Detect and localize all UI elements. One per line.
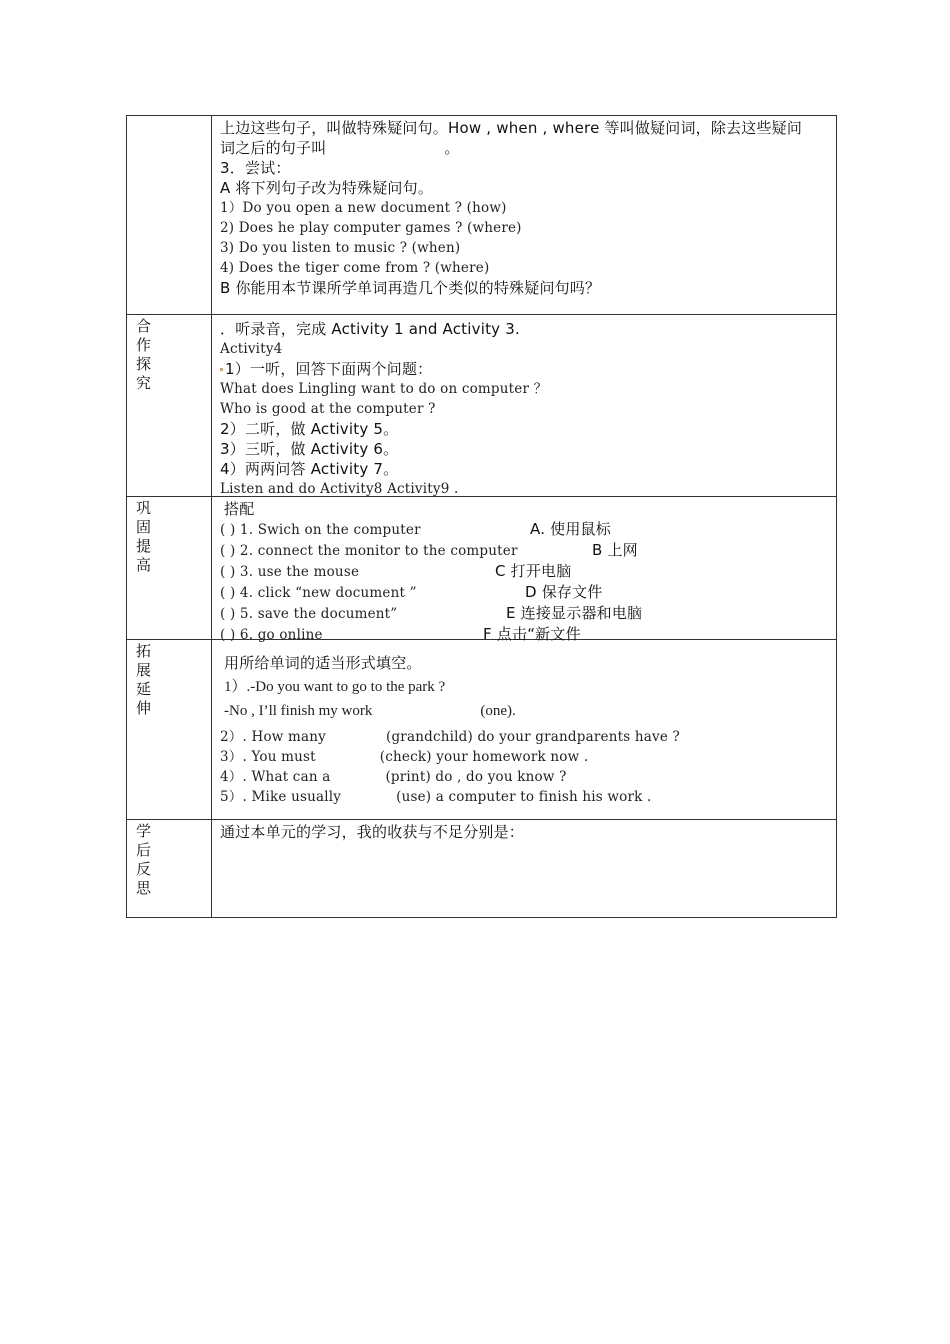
text-line: A 将下列句子改为特殊疑问句。 [220,179,434,197]
section-title: 用所给单词的适当形式填空。 [224,654,422,672]
label-char: 反 [136,860,152,878]
exercise-line [220,699,830,723]
table-row-extension [127,640,836,820]
label-char: 思 [136,879,152,897]
table-row-reflection [127,820,836,917]
label-char: 高 [136,556,152,574]
exercise-line [220,767,830,787]
table-row-cooperate-explore [127,315,836,497]
text-line-content: 1）一听，回答下面两个问题： [225,360,433,378]
label-char: 探 [136,355,152,373]
row-label [127,640,212,819]
matching-exercise [212,497,836,643]
word-hint: (one). [480,703,516,719]
question-text: 2）. How many [220,729,326,745]
label-char: 固 [136,518,152,536]
exercise-line: 2) Does he play computer games ? (where) [220,220,522,236]
worksheet-table [126,115,837,918]
exercise-line [220,747,830,767]
match-left: ( ) 5. save the document” [220,606,398,622]
text-line: Who is good at the computer ? [220,401,436,417]
text-line: 上边这些句子，叫做特殊疑问句。How , when , where 等叫做疑问词，除去这些疑问 [220,119,803,137]
match-item [220,540,830,561]
text-line [220,359,830,379]
text-line: ．听录音，完成 Activity 1 and Activity 3. [220,320,520,338]
exercise-line: 3) Do you listen to music ? (when) [220,240,461,256]
match-item [220,561,830,582]
label-char: 展 [136,661,152,679]
fill-prompt: 词之后的句子叫 [220,139,327,157]
label-char: 伸 [136,699,152,717]
label-char: 延 [136,680,152,698]
match-left: ( ) 2. connect the monitor to the computer [220,543,518,559]
text-line: What does Lingling want to do on computer ？ [220,381,548,397]
match-right: B 上网 [592,541,638,559]
question-text: 5）. Mike usually [220,789,342,805]
question-text: 4）. What can a [220,769,331,785]
text-line: 3．尝试： [220,159,291,177]
match-right: A. 使用鼠标 [530,520,611,538]
label-char: 作 [136,336,152,354]
match-left: ( ) 1. Swich on the computer [220,522,421,538]
match-item [220,519,830,540]
exercise-line: 4) Does the tiger come from ? (where) [220,260,490,276]
question-text: (check) your homework now . [379,749,589,765]
row-content [212,315,836,496]
label-char: 拓 [136,642,152,660]
match-left: ( ) 3. use the mouse [220,564,360,580]
match-item [220,603,830,624]
question-text: (print) do , do you know ? [385,769,567,785]
exercise-line: 1）.-Do you want to go to the park ? [224,679,446,695]
text-line [220,138,830,158]
row-label-empty [127,116,212,314]
match-left: ( ) 6. go online [220,627,323,643]
text-line: B 你能用本节课所学单词再造几个类似的特殊疑问句吗？ [220,279,601,297]
exercise-line: 1）Do you open a new document ? (how) [220,200,507,216]
text-line: Listen and do Activity8 Activity9 . [220,481,459,497]
table-row-special-questions [127,116,836,315]
text-line: 2）二听，做 Activity 5。 [220,420,399,438]
row-label [127,497,212,639]
fill-in-exercise [212,640,836,819]
row-content [212,116,836,314]
label-char: 巩 [136,499,152,517]
match-right: D 保存文件 [525,583,603,601]
match-right: E 连接显示器和电脑 [506,604,643,622]
match-right: C 打开电脑 [495,562,572,580]
text-line: 3）三听，做 Activity 6。 [220,440,399,458]
label-char: 提 [136,537,152,555]
question-text: 3）. You must [220,749,316,765]
match-item [220,582,830,603]
table-row-consolidate [127,497,836,643]
match-left: ( ) 4. click “new document ” [220,585,417,601]
text-line: Activity4 [220,341,283,357]
label-char: 合 [136,317,152,335]
section-title: 搭配 [224,500,255,518]
reflection-prompt: 通过本单元的学习，我的收获与不足分别是： [220,823,525,841]
question-text: -No , I’ll finish my work [224,703,373,719]
exercise-line [220,787,830,807]
label-char: 究 [136,374,152,392]
question-text: (use) a computer to finish his work . [396,789,652,805]
period: 。 [444,139,460,157]
question-text: (grandchild) do your grandparents have ? [386,729,680,745]
text-line: 4）两两问答 Activity 7。 [220,460,399,478]
label-char: 学 [136,822,152,840]
row-label [127,820,212,917]
label-char: 后 [136,841,152,859]
match-right: F 点击“新文件 [483,625,581,643]
scan-speck [220,368,223,371]
row-content [212,820,836,917]
exercise-line [220,727,830,747]
row-label [127,315,212,496]
